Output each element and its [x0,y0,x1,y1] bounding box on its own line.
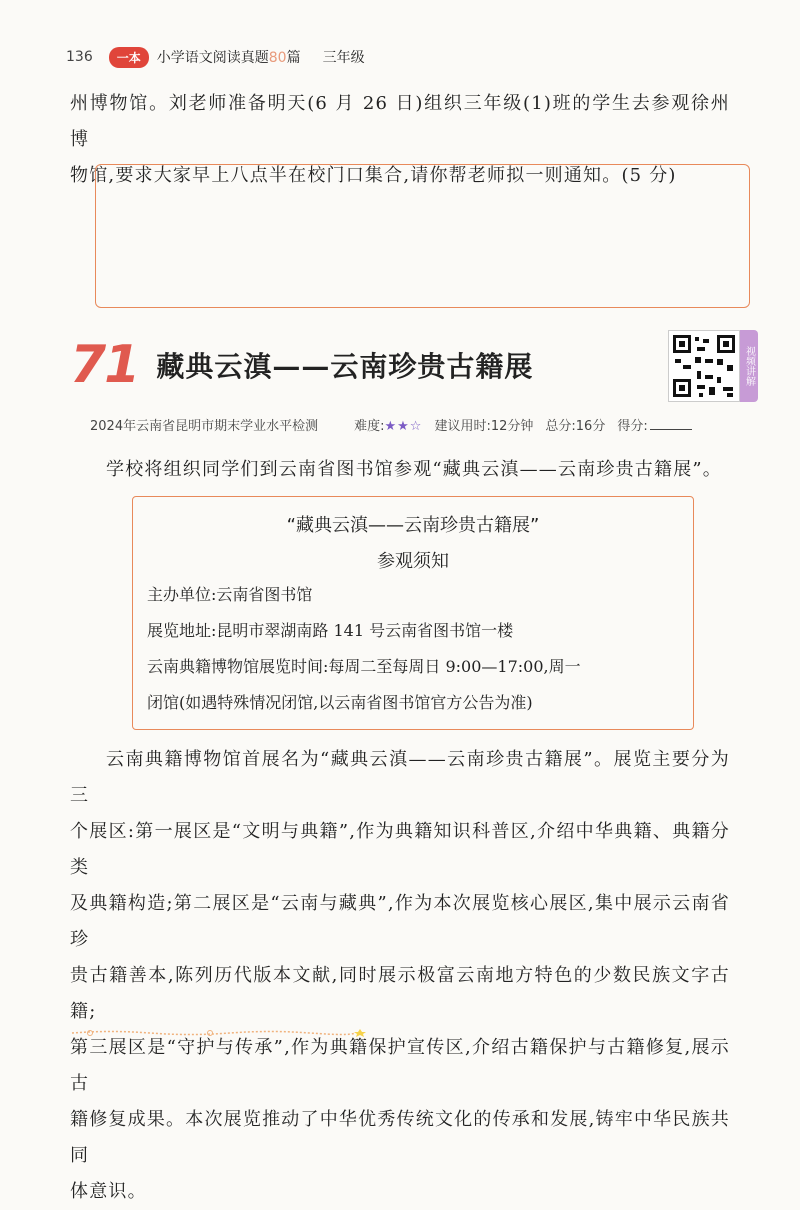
intro-text: 学校将组织同学们到云南省图书馆参观“藏典云滇——云南珍贵古籍展”。 [106,459,723,480]
total-score: 总分:16分 [545,418,606,434]
page-header [66,44,365,70]
notice-line: 展览地址:昆明市翠湖南路 141 号云南省图书馆一楼 [147,621,514,640]
section-title-row [70,335,533,395]
notice-subtitle: 参观须知 [377,551,449,572]
body-line: 贵古籍善本,陈列历代版本文献,同时展示极富云南地方特色的少数民族文字古籍; [70,965,730,1022]
previous-question-line: 州博物馆。刘老师准备明天(6 月 26 日)组织三年级(1)班的学生去参观徐州博 [70,93,730,150]
body-line: 云南典籍博物馆首展名为“藏典云滇——云南珍贵古籍展”。展览主要分为三 [70,749,730,806]
answer-writing-box[interactable] [95,164,750,308]
difficulty-rating: 难度:★★☆ [354,418,423,434]
body-line: 及典籍构造;第二展区是“云南与藏典”,作为本次展览核心展区,集中展示云南省珍 [70,893,730,950]
previous-question-line: 物馆,要求大家早上八点半在校门口集合,请你帮老师拟一则通知。(5 分) [70,165,677,186]
qr-code-icon[interactable] [668,330,740,402]
score-field: 得分: [617,415,691,434]
series-count: 80 [268,50,287,66]
score-blank[interactable] [650,429,692,430]
brand-logo: 一本 [109,47,149,68]
notice-line: 主办单位:云南省图书馆 [147,585,313,604]
notice-box [132,496,694,730]
difficulty-stars: ★★☆ [384,418,423,434]
body-line: 体意识。 [70,1181,147,1202]
page-number: 136 [66,49,93,65]
notice-line: 闭馆(如遇特殊情况闭馆,以云南省图书馆官方公告为准) [147,693,533,712]
grade-label: 三年级 [322,50,365,66]
star-icon [354,1029,366,1037]
video-explanation-tab[interactable]: 视频讲解 [740,330,758,402]
notice-line: 云南典籍博物馆展览时间:每周二至每周日 9:00—17:00,周一 [147,657,581,676]
section-number: 71 [70,335,139,395]
notice-title: “藏典云滇——云南珍贵古籍展” [286,515,540,536]
book-series-title: 小学语文阅读真题80篇 [156,50,301,66]
suggested-time: 建议用时:12分钟 [434,418,534,434]
exercise-source: 2024年云南省昆明市期末学业水平检测 [90,418,319,434]
section-title: 藏典云滇——云南珍贵古籍展 [156,350,534,383]
body-line: 籍修复成果。本次展览推动了中华优秀传统文化的传承和发展,铸牢中华民族共同 [70,1109,730,1166]
body-line: 第三展区是“守护与传承”,作为典籍保护宣传区,介绍古籍保护与古籍修复,展示古 [70,1037,730,1094]
exercise-meta-row [70,410,760,438]
body-line: 个展区:第一展区是“文明与典籍”,作为典籍知识科普区,介绍中华典籍、典籍分类 [70,821,730,878]
body-paragraph [70,742,730,1210]
decorative-divider [70,1028,370,1038]
